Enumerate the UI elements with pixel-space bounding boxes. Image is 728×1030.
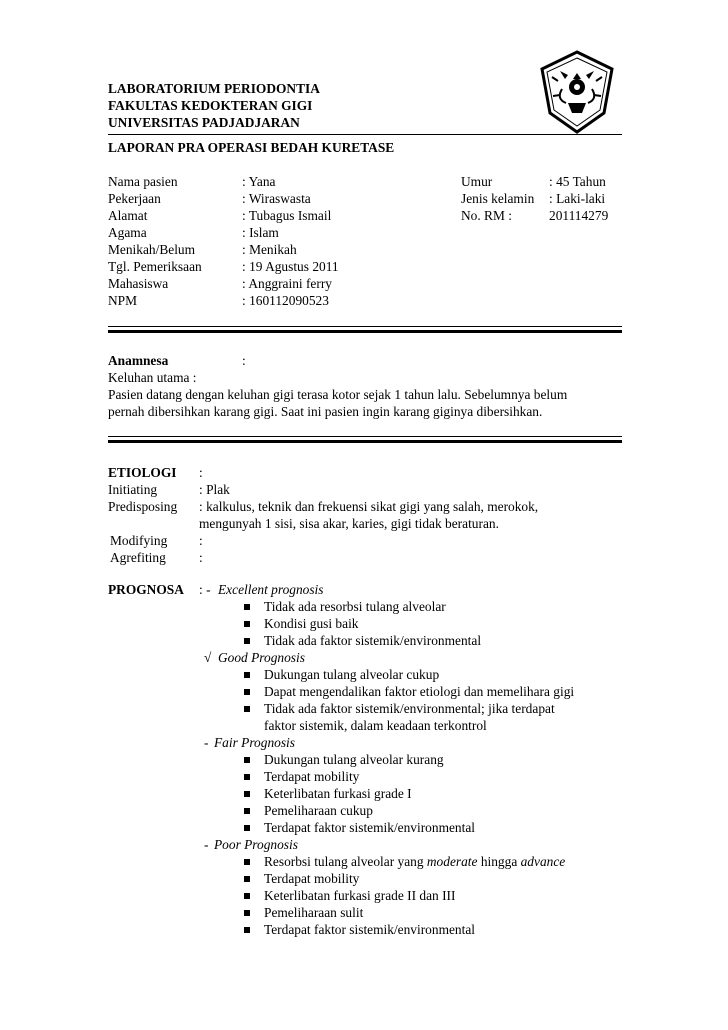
label-umur: Umur: [461, 174, 493, 189]
university-logo: [538, 49, 616, 135]
label-alamat: Alamat: [108, 208, 148, 223]
poor-item-1-b: moderate: [426, 854, 478, 869]
poor-item-5: Terdapat faktor sistemik/environmental: [264, 922, 476, 937]
label-tgl: Tgl. Pemeriksaan: [108, 259, 202, 274]
bullet-icon: [244, 774, 250, 780]
label-no-rm: No. RM :: [461, 208, 512, 223]
bullet-icon: [244, 638, 250, 644]
fair-item-5: Terdapat faktor sistemik/environmental: [264, 820, 476, 835]
value-pekerjaan: : Wiraswasta: [242, 191, 311, 206]
poor-item-1: [264, 853, 565, 870]
label-modifying: Modifying: [110, 533, 168, 548]
anamnesa-colon: :: [242, 353, 246, 368]
prognosa-label: PROGNOSA: [108, 582, 184, 597]
value-predisposing: : kalkulus, teknik dan frekuensi sikat gigi yang salah, merokok,: [199, 499, 539, 514]
label-jenis-kelamin: Jenis kelamin: [461, 191, 535, 206]
label-mahasiswa: Mahasiswa: [108, 276, 169, 291]
excellent-item-1: Tidak ada resorbsi tulang alveolar: [264, 599, 446, 614]
prognosa-sep: : -: [199, 582, 211, 597]
value-menikah: : Menikah: [242, 242, 297, 257]
etiologi-colon: :: [199, 465, 203, 480]
poor-dash: -: [204, 837, 209, 852]
divider-2b: [108, 440, 622, 443]
good-heading: Good Prognosis: [218, 650, 305, 665]
bullet-icon: [244, 604, 250, 610]
bullet-icon: [244, 621, 250, 627]
excellent-item-3: Tidak ada faktor sistemik/environmental: [264, 633, 482, 648]
divider-1b: [108, 330, 622, 333]
label-initiating: Initiating: [108, 482, 158, 497]
header-divider: [108, 134, 622, 135]
value-initiating: : Plak: [199, 482, 230, 497]
keluhan-label: Keluhan utama :: [108, 370, 197, 385]
value-agama: : Islam: [242, 225, 279, 240]
bullet-icon: [244, 876, 250, 882]
value-no-rm: 201114279: [549, 208, 609, 223]
bullet-icon: [244, 808, 250, 814]
report-title: LAPORAN PRA OPERASI BEDAH KURETASE: [108, 140, 395, 155]
poor-item-1-a: Resorbsi tulang alveolar yang: [264, 854, 427, 869]
university-name: UNIVERSITAS PADJADJARAN: [108, 115, 300, 130]
good-item-3: Tidak ada faktor sistemik/environmental; jika terdapat: [264, 701, 555, 716]
poor-heading: Poor Prognosis: [214, 837, 298, 852]
poor-item-1-c: hingga: [477, 854, 521, 869]
value-tgl: : 19 Agustus 2011: [242, 259, 339, 274]
label-npm: NPM: [108, 293, 138, 308]
fair-item-1: Dukungan tulang alveolar kurang: [264, 752, 444, 767]
excellent-heading: Excellent prognosis: [218, 582, 324, 597]
label-pekerjaan: Pekerjaan: [108, 191, 161, 206]
value-umur: : 45 Tahun: [549, 174, 606, 189]
poor-item-4: Pemeliharaan sulit: [264, 905, 364, 920]
check-icon: √: [204, 650, 212, 665]
poor-item-1-d: advance: [520, 854, 566, 869]
good-item-3-cont: faktor sistemik, dalam keadaan terkontrol: [264, 718, 487, 733]
excellent-item-2: Kondisi gusi baik: [264, 616, 359, 631]
bullet-icon: [244, 825, 250, 831]
value-predisposing-cont: mengunyah 1 sisi, sisa akar, karies, gigi tidak beraturan.: [199, 516, 499, 531]
label-nama: Nama pasien: [108, 174, 178, 189]
etiologi-label: ETIOLOGI: [108, 465, 177, 480]
bullet-icon: [244, 910, 250, 916]
label-agama: Agama: [108, 225, 147, 240]
anamnesa-label: Anamnesa: [108, 353, 169, 368]
fair-item-3: Keterlibatan furkasi grade I: [264, 786, 412, 801]
bullet-icon: [244, 672, 250, 678]
anamnesa-text-line1: Pasien datang dengan keluhan gigi terasa kotor sejak 1 tahun lalu. Sebelumnya belum: [108, 387, 568, 402]
label-agrefiting: Agrefiting: [110, 550, 166, 565]
value-modifying: :: [199, 533, 203, 548]
bullet-icon: [244, 859, 250, 865]
divider-1a: [108, 326, 622, 327]
bullet-icon: [244, 927, 250, 933]
value-mahasiswa: : Anggraini ferry: [242, 276, 332, 291]
faculty-name: FAKULTAS KEDOKTERAN GIGI: [108, 98, 313, 113]
fair-item-4: Pemeliharaan cukup: [264, 803, 373, 818]
value-agrefiting: :: [199, 550, 203, 565]
bullet-icon: [244, 893, 250, 899]
value-nama: : Yana: [242, 174, 276, 189]
anamnesa-text-line2: pernah dibersihkan karang gigi. Saat ini pasien ingin karang giginya dibersihkan.: [108, 404, 543, 419]
lab-name: LABORATORIUM PERIODONTIA: [108, 81, 320, 96]
poor-item-2: Terdapat mobility: [264, 871, 360, 886]
good-item-2: Dapat mengendalikan faktor etiologi dan memelihara gigi: [264, 684, 575, 699]
value-npm: : 160112090523: [242, 293, 329, 308]
good-item-1: Dukungan tulang alveolar cukup: [264, 667, 440, 682]
fair-heading: Fair Prognosis: [214, 735, 295, 750]
bullet-icon: [244, 791, 250, 797]
fair-item-2: Terdapat mobility: [264, 769, 360, 784]
label-menikah: Menikah/Belum: [108, 242, 196, 257]
label-predisposing: Predisposing: [108, 499, 178, 514]
value-alamat: : Tubagus Ismail: [242, 208, 332, 223]
divider-2a: [108, 436, 622, 437]
value-jenis-kelamin: : Laki-laki: [549, 191, 606, 206]
poor-item-3: Keterlibatan furkasi grade II dan III: [264, 888, 456, 903]
bullet-icon: [244, 706, 250, 712]
bullet-icon: [244, 757, 250, 763]
bullet-icon: [244, 689, 250, 695]
fair-dash: -: [204, 735, 209, 750]
